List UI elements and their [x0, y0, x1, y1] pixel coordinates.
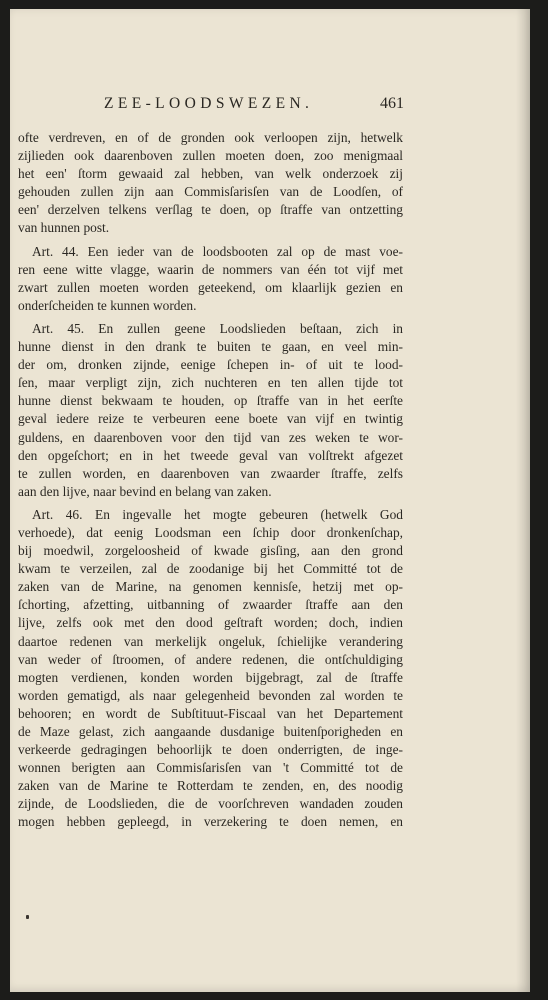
- text-line: worden gematigd, als naar gelegenheid bevonden zal worden te: [18, 687, 403, 703]
- text-line: van hunnen post.: [18, 220, 110, 236]
- text-line: zwart zullen moeten worden geteekend, om klaarlijk gezien en: [18, 279, 403, 295]
- page-number: 461: [380, 95, 404, 112]
- text-line: behooren; en wordt de Subſtituut-Fiscaal van het Departement: [18, 705, 403, 721]
- text-line: aan den lijve, naar bevind en belang van zaken.: [18, 483, 272, 499]
- text-line: zijnde, de Loodslieden, die de voorſchreven wandaden zouden: [18, 796, 403, 812]
- page-header: [10, 95, 530, 119]
- text-line: ofte verdreven, en of de gronden ook verloopen zijn, hetwelk: [18, 130, 403, 145]
- text-line: zaken van de Marine te Rotterdam te zenden, en, des noodig: [18, 778, 403, 794]
- text-line: zijlieden ook daarenboven zullen moeten doen, zoo menigmaal: [18, 148, 403, 164]
- text-line: gehouden zullen zijn aan Commisſarisſen van de Loodſen, of: [18, 184, 403, 200]
- text-line: mogten verdienen, konden worden bijgebragt, zal de ſtraffe: [18, 669, 403, 685]
- text-line: verkeerde gedragingen behoorlijk te doen onderrigten, de inge-: [18, 742, 403, 758]
- paragraph-art-46: [18, 506, 403, 832]
- text-line: onderſcheiden te kunnen worden.: [18, 297, 197, 313]
- text-line: Art. 46. En ingevalle het mogte gebeuren (hetwelk God: [32, 506, 403, 522]
- page-edge-shadow: [516, 9, 530, 992]
- paragraph-art-44: [18, 243, 403, 315]
- text-line: mogen hebben gepleegd, in verzekering te doen nemen, en: [18, 814, 403, 830]
- text-line: lijve, zelfs ook met den dood geſtraft worden; doch, indien: [18, 615, 403, 631]
- text-line: een' derzelven telkens verſlag te doen, op ſtraffe van ontzetting: [18, 202, 403, 218]
- text-line: hunne dienst in den drank te buiten te gaan, en veel min-: [18, 339, 403, 355]
- text-line: te zullen worden, en daarenboven van zwaarder ſtraffe, zelfs: [18, 465, 403, 481]
- text-line: het een' ſtorm gewaaid zal hebben, van welk onderzoek zij: [18, 166, 403, 182]
- text-line: Art. 45. En zullen geene Loodslieden beſtaan, zich in: [32, 320, 403, 336]
- body-text: [18, 129, 403, 832]
- ink-speck: [26, 915, 29, 919]
- text-line: ren eene witte vlagge, waarin de nommers van één tot vijf met: [18, 261, 403, 277]
- running-title: ZEE-LOODSWEZEN.: [104, 95, 314, 112]
- text-line: guldens, en daarenboven voor den tijd van zes weken te wor-: [18, 429, 403, 445]
- text-line: der om, dronken zijnde, eenige ſchepen in- of uit te lood-: [18, 357, 403, 373]
- text-line: kwam te verzeilen, zal de zoodanige bij het Committé tot de: [18, 561, 403, 577]
- text-line: hunne dienst bekwaam te houden, op ſtraffe van in het eerſte: [18, 393, 403, 409]
- text-line: Art. 44. Een ieder van de loodsbooten zal op de mast voe-: [32, 243, 403, 259]
- text-line: geval iedere reize te verbeuren eene boete van vijf en twintig: [18, 411, 403, 427]
- text-line: wonnen berigten aan Commisſarisſen van 't Committé tot de: [18, 760, 403, 776]
- paragraph: [18, 129, 403, 238]
- text-line: van weder of ſtroomen, of andere redenen, die ontſchuldiging: [18, 651, 403, 667]
- paragraph-art-45: [18, 320, 403, 501]
- text-line: de Maze gelast, zich aangaande dusdanige buitenſporigheden en: [18, 724, 403, 739]
- text-line: daartoe redenen van merkelijk ongeluk, ſchielijke verandering: [18, 633, 403, 649]
- text-line: ſchorting, afzetting, uitbanning of zwaarder ſtraffe aan den: [18, 597, 403, 613]
- book-page: [10, 9, 530, 992]
- text-line: zaken van de Marine, na genomen kennisſe, hetzij met op-: [18, 579, 403, 595]
- text-line: bij moedwil, zorgeloosheid of kwade gisſing, aan den grond: [18, 543, 403, 559]
- text-line: den opgeſchort; en in het tweede geval van volſtrekt afgezet: [18, 447, 403, 463]
- text-line: verhoede), dat eenig Loodsman een ſchip door dronkenſchap,: [18, 524, 403, 540]
- text-line: ſen, maar verpligt zijn, zich nuchteren en ten allen tijde tot: [18, 375, 403, 391]
